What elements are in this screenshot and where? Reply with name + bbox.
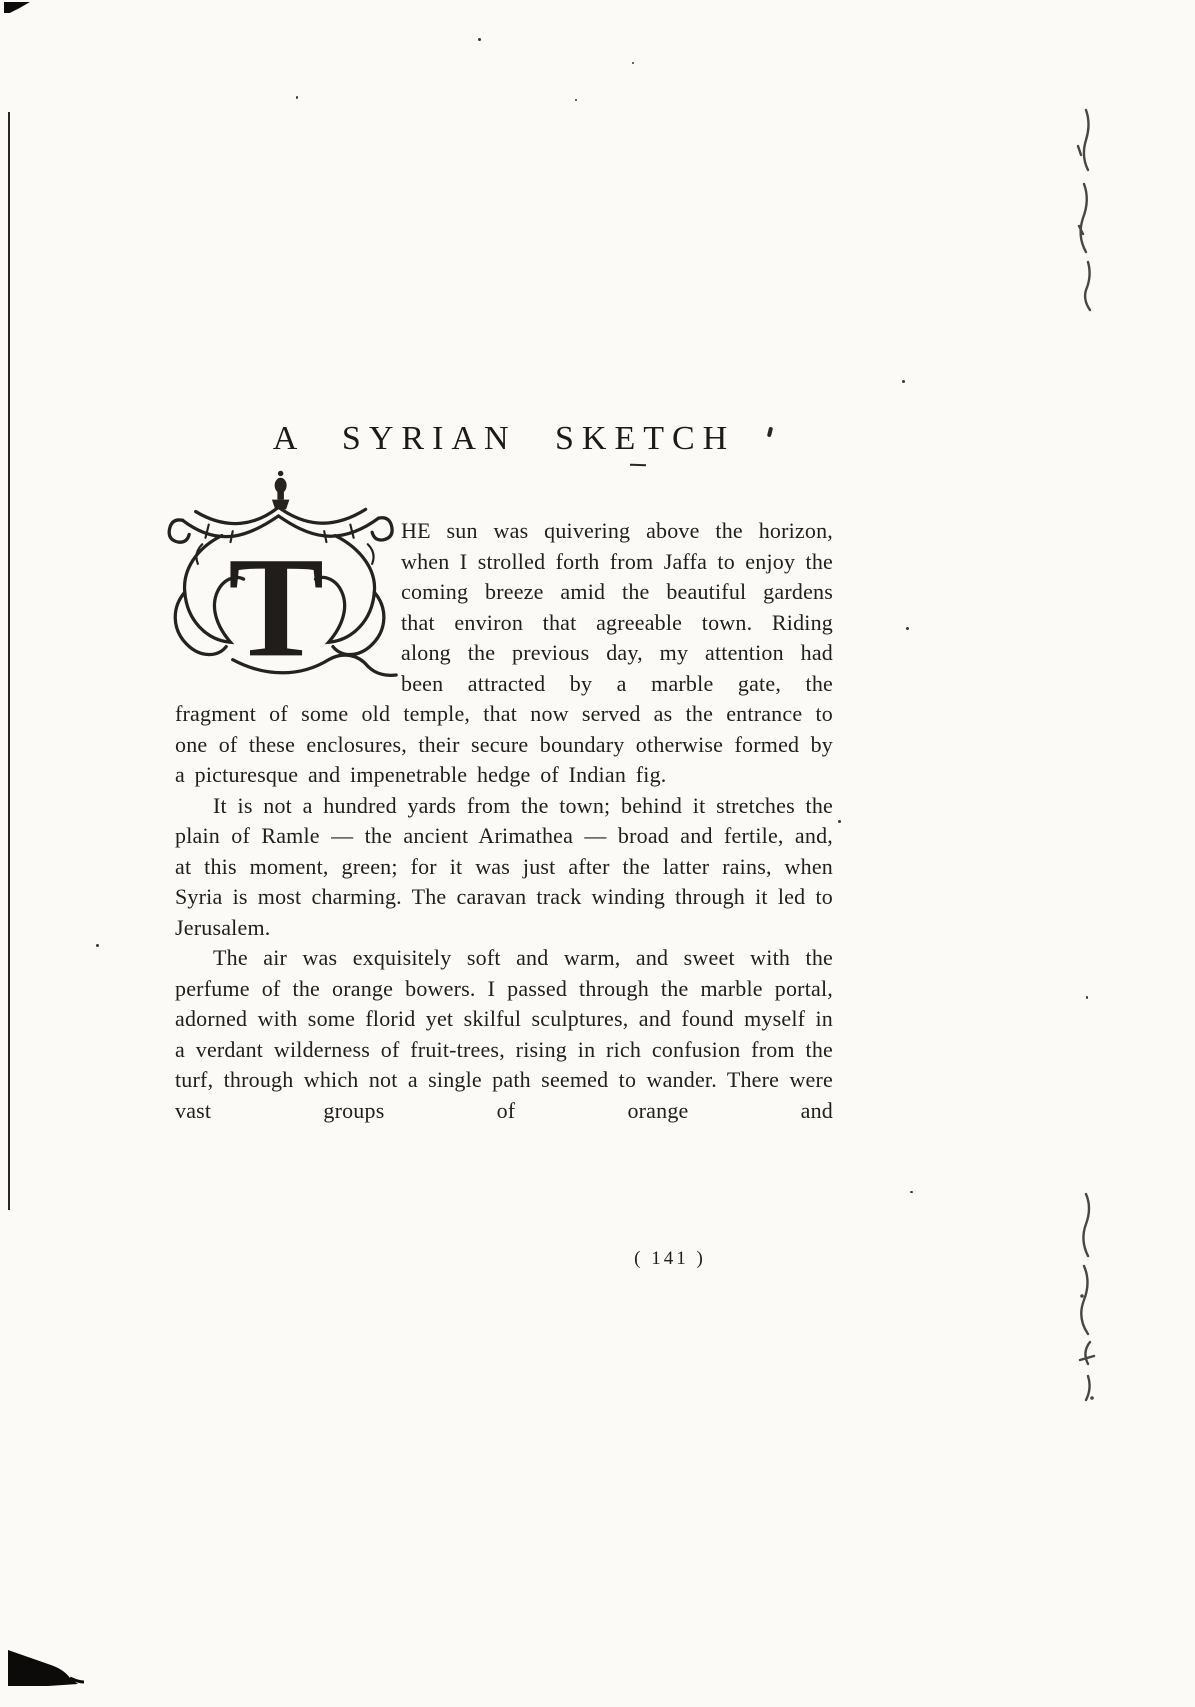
page-title: A SYRIAN SKETCH [272,420,736,457]
body-paragraph: The air was exquisitely soft and warm, and sweet with the perfume of the orange bowers. I passed through the marble portal, adorned with some florid yet skilful sculptures, and found myself in a verdant wilderness of fruit-trees, rising in rich confusion from the turf, through which not a single path seemed to wander. There were vast groups of orange and [175,945,833,1123]
scan-artifact-right-marks-top [1070,106,1098,321]
scan-speck [838,820,841,823]
scan-speck [478,38,481,41]
body-text [175,516,833,1126]
scan-speck [1086,996,1088,999]
scan-speck [906,627,909,630]
ornamental-drop-cap [175,518,389,698]
scan-speck [632,62,634,64]
body-paragraph: It is not a hundred yards from the town; behind it stretches the plain of Ramle — the ancient Arimathea — broad and fertile, and, at this moment, green; for it was just after the latter rains, when Syria is most charming. The caravan track winding through it led to Jerusalem. [175,792,833,940]
scan-speck [296,96,298,99]
drop-cap-ornament-icon [165,468,405,712]
scan-speck [902,380,905,383]
opening-paragraph [175,516,833,791]
scan-speck [575,99,577,101]
scan-speck [910,1191,913,1193]
opening-paragraph-text: HE sun was quivering above the horizon, when I strolled forth from Jaffa to enjoy the coming breeze amid the beautiful gardens that environ that agreeable town. Riding along the previous day, my attention had been attracted by a marble gate, the fragment of some old temple, that now served as the entrance to one of these enclosures, their secure boundary otherwise formed by a picturesque and impenetrable hedge of Indian fig. [175,518,833,787]
scan-artifact-corner-mark [4,2,30,13]
text-column [175,420,833,1126]
scan-artifact-left-line [8,112,10,1210]
scan-speck [96,944,99,947]
scan-artifact-right-marks-bottom [1072,1192,1102,1417]
drop-cap-letter: T [228,528,325,688]
page-number: ( 141 ) [634,1248,706,1269]
scan-artifact-ink-blob [8,1642,86,1693]
